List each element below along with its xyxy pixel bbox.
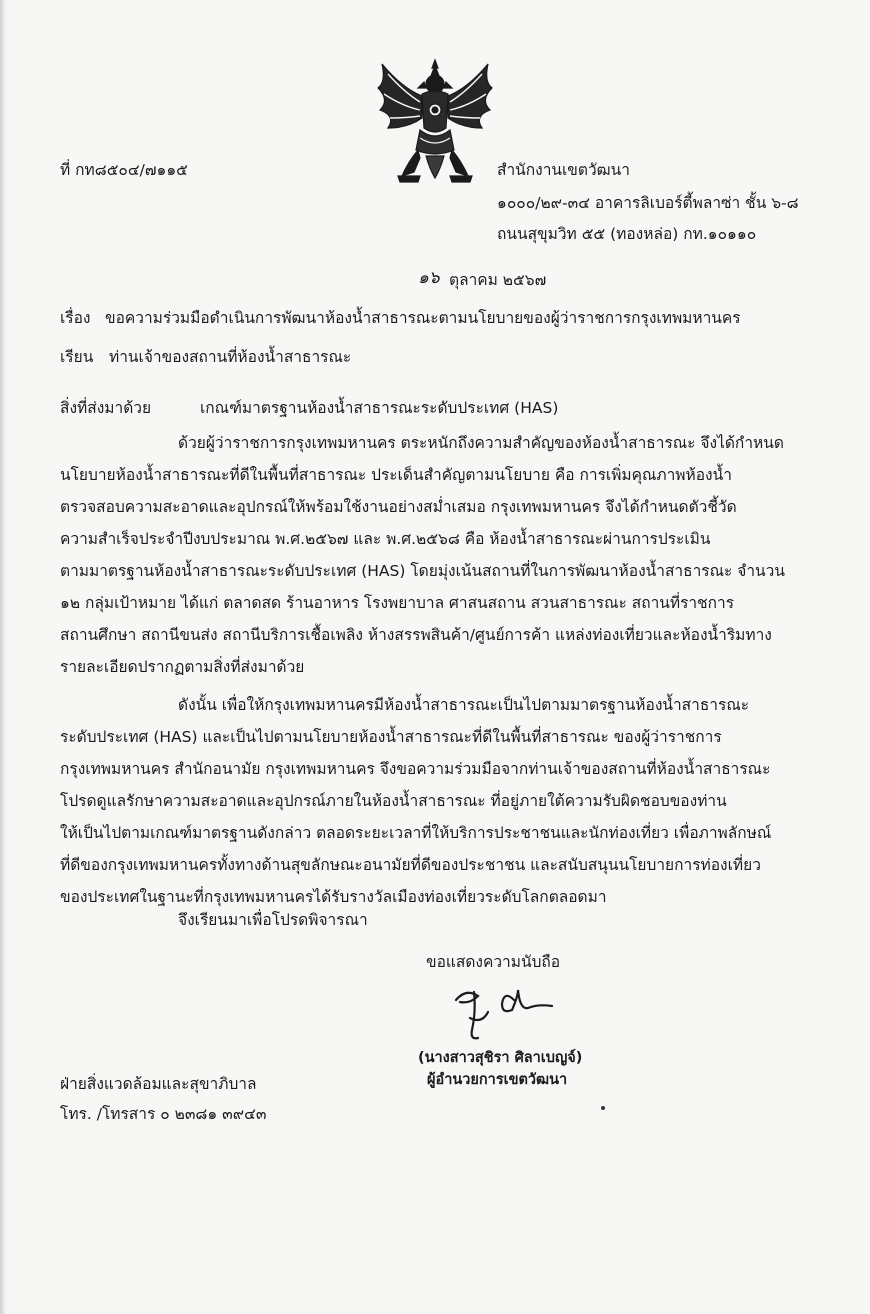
paragraph-2-line: โปรดดูแลรักษาความสะอาดและอุปกรณ์ภายในห้องน้ำสาธารณะ ที่อยู่ภายใต้ความรับผิดชอบของท่าน <box>60 792 727 810</box>
contact-phone: โทร. /โทรสาร ๐ ๒๓๘๑ ๓๙๔๓ <box>60 1105 267 1123</box>
scan-edge-shadow <box>0 0 6 1314</box>
paragraph-1-line: นโยบายห้องน้ำสาธารณะที่ดีในพื้นที่สาธารณะ ประเด็นสำคัญตามนโยบาย คือ การเพิ่มคุณภาพห้องน้ำ <box>60 466 732 484</box>
paragraph-2-line: ของประเทศในฐานะที่กรุงเทพมหานครได้รับรางวัลเมืองท่องเที่ยวระดับโลกตลอดมา <box>60 888 607 906</box>
paragraph-2-line: ระดับประเทศ (HAS) และเป็นไปตามนโยบายห้องน้ำสาธารณะที่ดีในพื้นที่สาธารณะ ของผู้ว่าราชการ <box>60 728 722 746</box>
handwritten-signature <box>448 982 558 1044</box>
date-month-year: ตุลาคม ๒๕๖๗ <box>449 271 547 289</box>
paragraph-1-line: ความสำเร็จประจำปีงบประมาณ พ.ศ.๒๕๖๗ และ พ.ศ.๒๕๖๘ คือ ห้องน้ำสาธารณะผ่านการประเมิน <box>60 530 711 548</box>
subject-label: เรื่อง <box>60 309 91 327</box>
garuda-emblem-icon <box>374 58 496 184</box>
enclosure-label: สิ่งที่ส่งมาด้วย <box>60 399 152 417</box>
office-name: สำนักงานเขตวัฒนา <box>497 161 630 179</box>
enclosure-text: เกณฑ์มาตรฐานห้องน้ำสาธารณะระดับประเทศ (HAS) <box>200 399 559 417</box>
paragraph-2-line: ที่ดีของกรุงเทพมหานครทั้งทางด้านสุขลักษณะอนามัยที่ดีของประชาชน และสนับสนุนนโยบายการท่องเที่ยว <box>60 856 761 874</box>
signatory-name: (นางสาวสุชิรา ศิลาเบญจ์) <box>418 1050 583 1066</box>
date-day: ๑๖ <box>418 268 440 288</box>
paragraph-1-line: สถานศึกษา สถานีขนส่ง สถานีบริการเชื้อเพลิง ห้างสรรพสินค้า/ศูนย์การค้า แหล่งท่องเที่ยวและห้องน้ำริมทาง <box>60 626 772 644</box>
paragraph-1-line: รายละเอียดปรากฏตามสิ่งที่ส่งมาด้วย <box>60 658 305 676</box>
paragraph-2-line: ดังนั้น เพื่อให้กรุงเทพมหานครมีห้องน้ำสาธารณะเป็นไปตามมาตรฐานห้องน้ำสาธารณะ <box>178 696 750 714</box>
office-address-line-1: ๑๐๐๐/๒๙-๓๔ อาคารลิเบอร์ตี้พลาซ่า ชั้น ๖-๘ <box>497 194 799 212</box>
paragraph-1-line: ๑๒ กลุ่มเป้าหมาย ได้แก่ ตลาดสด ร้านอาหาร โรงพยาบาล ศาสนสถาน สวนสาธารณะ สถานที่ราชการ <box>60 594 735 612</box>
document-number: ที่ กท๘๕๐๔/๗๑๑๕ <box>60 161 188 179</box>
paragraph-1-line: ตรวจสอบความสะอาดและอุปกรณ์ให้พร้อมใช้งานอย่างสม่ำเสมอ กรุงเทพมหานคร จึงได้กำหนดตัวชี้วัด <box>60 498 737 516</box>
paragraph-2-line: ให้เป็นไปตามเกณฑ์มาตรฐานดังกล่าว ตลอดระยะเวลาที่ให้บริการประชาชนและนักท่องเที่ยว เพื่อภาพลักษณ์ <box>60 824 772 842</box>
paragraph-1-line: ด้วยผู้ว่าราชการกรุงเทพมหานคร ตระหนักถึงความสำคัญของห้องน้ำสาธารณะ จึงได้กำหนด <box>178 434 784 452</box>
recipient-text: ท่านเจ้าของสถานที่ห้องน้ำสาธารณะ <box>109 348 352 366</box>
recipient-label: เรียน <box>60 348 94 366</box>
office-address-line-2: ถนนสุขุมวิท ๕๕ (ทองหล่อ) กท.๑๐๑๑๐ <box>497 225 757 243</box>
scan-speck <box>601 1106 605 1110</box>
closing-line: จึงเรียนมาเพื่อโปรดพิจารณา <box>178 911 368 929</box>
salutation: ขอแสดงความนับถือ <box>426 953 561 971</box>
paragraph-1-line: ตามมาตรฐานห้องน้ำสาธารณะระดับประเทศ (HAS) โดยมุ่งเน้นสถานที่ในการพัฒนาห้องน้ำสาธารณะ จำนวน <box>60 562 785 580</box>
subject-text: ขอความร่วมมือดำเนินการพัฒนาห้องน้ำสาธารณะตามนโยบายของผู้ว่าราชการกรุงเทพมหานคร <box>105 309 741 327</box>
department-name: ฝ่ายสิ่งแวดล้อมและสุขาภิบาล <box>60 1075 257 1093</box>
signatory-position: ผู้อำนวยการเขตวัฒนา <box>427 1072 568 1088</box>
paragraph-2-line: กรุงเทพมหานคร สำนักอนามัย กรุงเทพมหานคร จึงขอความร่วมมือจากท่านเจ้าของสถานที่ห้องน้ำสาธารณะ <box>60 760 771 778</box>
